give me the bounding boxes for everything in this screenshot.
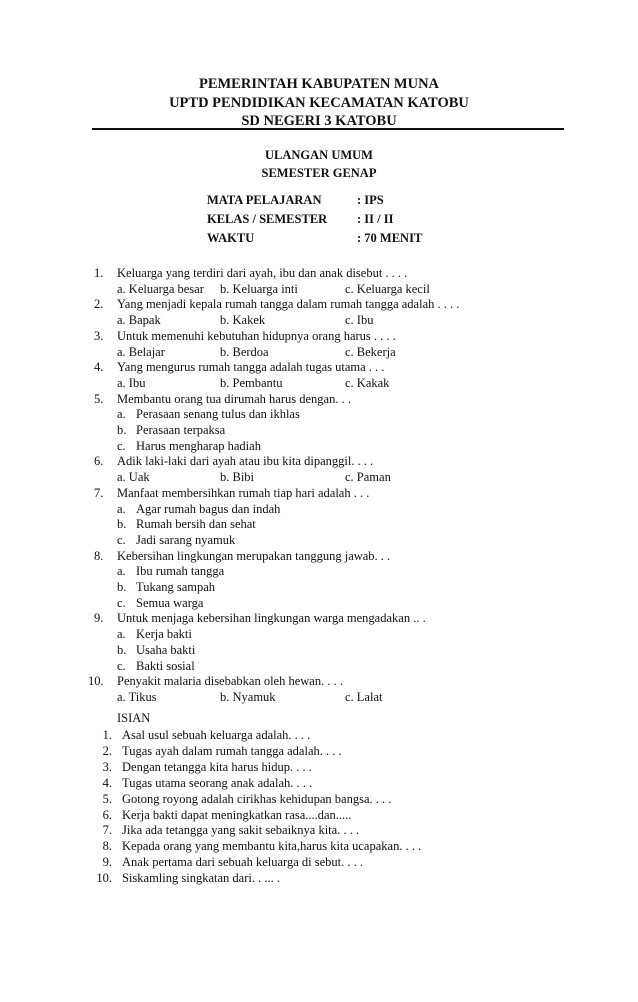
answer-option: c. Paman — [345, 470, 391, 485]
info-subject-label: MATA PELAJARAN — [207, 193, 322, 207]
answer-option: a. Ibu — [117, 375, 146, 390]
answer-option: b. Keluarga inti — [220, 281, 298, 296]
header-line-1: PEMERINTAH KABUPATEN MUNA — [198, 76, 440, 92]
question-number: 3. — [94, 328, 104, 343]
info-class-value: : II / II — [357, 212, 394, 226]
option-letter: a. — [117, 564, 126, 579]
option-letter: c. — [117, 595, 126, 610]
answer-option: a. Belajar — [117, 344, 165, 359]
answer-option: c. Bekerja — [345, 344, 396, 359]
question-number: 9. — [94, 611, 104, 626]
option-letter: b. — [117, 423, 127, 437]
option-letter: b. — [117, 580, 127, 594]
option-text: Rumah bersih dan sehat — [136, 517, 256, 532]
option-letter: a. — [117, 501, 126, 516]
essay-number: 10. — [96, 871, 112, 886]
question-text: Untuk memenuhi kebutuhan hidupnya orang harus . . . . — [117, 328, 396, 343]
answer-option: a. Keluarga besar — [117, 281, 204, 296]
essay-text: Jika ada tetangga yang sakit sebaiknya kita. . . . — [122, 823, 360, 838]
option-letter: a. — [117, 407, 126, 422]
option-letter: c. — [117, 532, 126, 547]
option-text: Perasaan terpaksa — [136, 423, 226, 437]
answer-option: c. Lalat — [345, 689, 383, 704]
essay-text: Siskamling singkatan dari. . ... . — [122, 871, 280, 886]
option-text: Semua warga — [136, 595, 204, 610]
option-text: Bakti sosial — [136, 658, 195, 673]
answer-option: c. Keluarga kecil — [345, 281, 430, 296]
question-number: 1. — [94, 266, 104, 280]
option-text: Kerja bakti — [136, 627, 192, 642]
essay-number: 3. — [102, 759, 112, 774]
answer-option: a. Tikus — [117, 689, 157, 704]
essay-text: Anak pertama dari sebuah keluarga di sebut. . . . — [122, 855, 364, 870]
option-text: Ibu rumah tangga — [136, 564, 225, 579]
essay-number: 2. — [102, 743, 112, 758]
question-text: Yang menjadi kepala rumah tangga dalam rumah tangga adalah . . . . — [117, 297, 460, 312]
option-text: Agar rumah bagus dan indah — [136, 501, 281, 516]
option-text: Harus mengharap hadiah — [136, 438, 261, 453]
essay-text: Asal usul sebuah keluarga adalah. . . . — [122, 728, 311, 742]
header-line-3: SD NEGERI 3 KATOBU — [241, 113, 397, 129]
option-text: Perasaan senang tulus dan ikhlas — [136, 407, 300, 422]
essay-number: 1. — [102, 728, 112, 742]
essay-number: 6. — [102, 807, 112, 822]
info-time-label: WAKTU — [207, 231, 255, 245]
essay-number: 8. — [102, 839, 112, 854]
option-text: Usaha bakti — [136, 642, 196, 657]
header-divider — [92, 128, 564, 130]
question-text: Yang mengurus rumah tangga adalah tugas utama . . . — [117, 360, 385, 375]
option-letter: b. — [117, 642, 127, 657]
question-number: 4. — [94, 360, 104, 375]
info-subject-value: : IPS — [357, 193, 384, 207]
answer-option: b. Nyamuk — [220, 689, 276, 704]
question-number: 10. — [88, 674, 104, 689]
essay-text: Tugas utama seorang anak adalah. . . . — [122, 775, 313, 790]
question-number: 8. — [94, 548, 104, 563]
question-text: Adik laki-laki dari ayah atau ibu kita dipanggil. . . . — [117, 454, 374, 469]
option-text: Tukang sampah — [136, 580, 216, 594]
essay-number: 4. — [102, 775, 112, 790]
answer-option: c. Kakak — [345, 375, 390, 390]
answer-option: c. Ibu — [345, 313, 374, 328]
exam-semester: SEMESTER GENAP — [261, 166, 377, 180]
question-text: Untuk menjaga kebersihan lingkungan warga mengadakan .. . — [117, 611, 426, 626]
answer-option: b. Bibi — [220, 470, 255, 485]
question-number: 5. — [94, 391, 104, 406]
answer-option: b. Pembantu — [220, 375, 283, 390]
answer-option: a. Bapak — [117, 313, 161, 328]
question-text: Penyakit malaria disebabkan oleh hewan. . . . — [117, 674, 343, 689]
option-letter: c. — [117, 438, 126, 453]
essay-number: 9. — [102, 855, 112, 870]
essay-text: Kepada orang yang membantu kita,harus kita ucapakan. . . . — [122, 839, 422, 854]
essay-text: Tugas ayah dalam rumah tangga adalah. . . . — [122, 743, 342, 758]
info-class-label: KELAS / SEMESTER — [207, 212, 328, 226]
option-letter: a. — [117, 627, 126, 642]
essay-title: ISIAN — [117, 711, 151, 725]
essay-text: Kerja bakti dapat meningkatkan rasa....dan..... — [122, 807, 352, 822]
essay-number: 7. — [102, 823, 112, 838]
option-letter: b. — [117, 517, 127, 532]
question-text: Kebersihan lingkungan merupakan tanggung jawab. . . — [117, 548, 391, 563]
question-number: 6. — [94, 454, 104, 469]
essay-text: Dengan tetangga kita harus hidup. . . . — [122, 759, 312, 774]
answer-option: a. Uak — [117, 470, 150, 485]
question-text: Manfaat membersihkan rumah tiap hari adalah . . . — [117, 485, 370, 500]
option-text: Jadi sarang nyamuk — [136, 532, 236, 547]
question-number: 2. — [94, 297, 104, 312]
question-text: Membantu orang tua dirumah harus dengan. . . — [117, 391, 351, 406]
info-time-value: : 70 MENIT — [357, 231, 423, 245]
essay-text: Gotong royong adalah cirikhas kehidupan bangsa. . . . — [122, 791, 392, 806]
exam-title: ULANGAN UMUM — [265, 148, 373, 162]
question-text: Keluarga yang terdiri dari ayah, ibu dan anak disebut . . . . — [117, 266, 408, 280]
answer-option: b. Kakek — [220, 313, 266, 328]
option-letter: c. — [117, 658, 126, 673]
essay-number: 5. — [102, 791, 112, 806]
answer-option: b. Berdoa — [220, 344, 269, 359]
question-number: 7. — [94, 485, 104, 500]
header-line-2: UPTD PENDIDIKAN KECAMATAN KATOBU — [169, 95, 469, 111]
